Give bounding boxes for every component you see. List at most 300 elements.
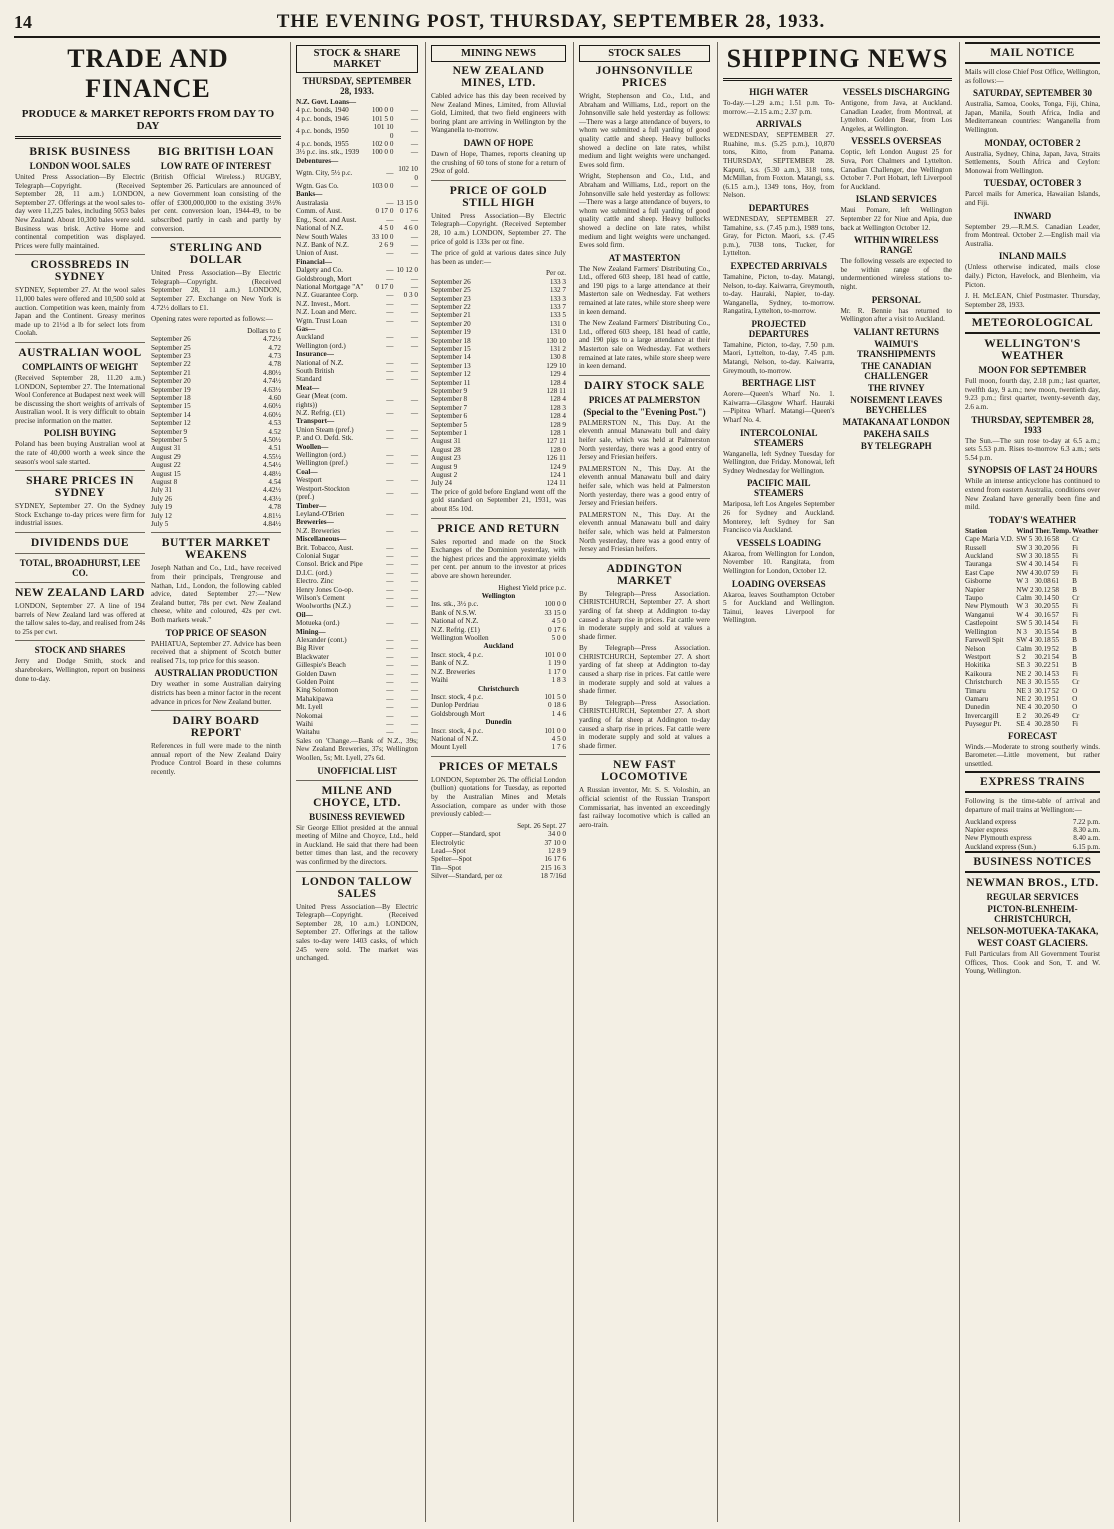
weather-wind: W 3 [1016,602,1029,611]
metal-price: 12 8 9 [548,846,566,855]
headline: AUSTRALIAN WOOL [18,346,142,359]
weather-barometer: 30.15 [1034,678,1051,687]
share-buyers: — [386,543,394,552]
yield-price: 1 7 6 [551,743,566,752]
article-text: PALMERSTON N., This Day. At the eleventh annual Manawatu bull and dairy heifer sale, which was held at Palmerston North yesterday, there was a good entry of Jersey and Friesian heifers. [579,510,710,554]
yield-price: 100 0 0 [544,600,566,609]
weather-wind: E 2 [1016,711,1027,720]
share-buyers: — [386,169,394,178]
share-sellers: — [410,434,418,443]
share-row [296,560,418,568]
share-name: Waihi [296,720,313,729]
share-sellers: — [410,568,418,577]
gold-row [431,379,566,387]
weather-wind: S 2 [1016,652,1026,661]
share-row [296,140,418,148]
weather-wind: NE 2 [1016,694,1032,703]
column-stock-share-market [290,42,423,1522]
share-name: Gillespie's Beach [296,661,346,670]
headline: TODAY'S WEATHER [988,514,1077,525]
share-sellers: — [410,694,418,703]
article-text: Opening rates were reported as follows:— [151,315,273,324]
headline: BRISK BUSINESS [29,146,131,158]
column-trade-finance [10,42,286,1522]
subheadline: LONDON WOOL SALES [29,161,131,171]
weather-station: East Cape [965,568,994,577]
yield-row [431,617,566,625]
share-buyers: — [386,711,394,720]
weather-header-row [965,527,1100,535]
train-name: Auckland express [965,817,1017,826]
weather-wind: NE 2 [1016,669,1032,678]
headline: NEW ZEALAND MINES, LTD. [452,65,545,89]
rate-row [151,402,281,410]
weather-row [965,678,1100,686]
share-buyers: — [386,686,394,695]
column-mining-news [425,42,571,1522]
weather-row [965,569,1100,577]
gold-date: September 13 [431,361,471,370]
gold-row [431,337,566,345]
rate-row [151,520,281,528]
share-buyers: — [386,669,394,678]
weather-wind: NW 4 [1016,568,1034,577]
share-section-name: Miscellaneous— [296,535,347,544]
subheadline: LOW RATE OF INTEREST [160,161,272,171]
weather-row [965,661,1100,669]
weather-wind: SE 4 [1016,720,1031,729]
weather-wind: SW 4 [1016,636,1033,645]
share-sellers: — [410,367,418,375]
share-row [296,115,418,123]
share-name: N.Z. Loan and Merc. [296,308,357,317]
headline: DIVIDENDS DUE [30,537,130,550]
rate-date: July 19 [151,503,172,512]
article-text: Winds.—Moderate to strong southerly winds. Barometer.—Little movement, but rather unsettled. [965,742,1100,768]
rate-row [151,360,281,368]
rate-value: 4.50½ [263,436,281,444]
gold-date: September 25 [431,286,471,295]
article-text: Sir George Elliot presided at the annual meeting of Milne and Choyce, Ltd., held in Auckland. He said that there had been better times than last, and the recovery was confirmed by the directors. [296,823,418,867]
yield-name: N.Z. Refrig. (£1) [431,625,480,634]
share-name: Wellington (ord.) [296,341,346,350]
headline: PRICE OF GOLD STILL HIGH [449,184,548,209]
weather-row [965,703,1100,711]
headline: AT MASTERTON [608,252,681,263]
yield-price: 1 8 3 [551,676,566,685]
yield-price: 101 5 0 [544,692,566,701]
weather-condition: Fi [1072,560,1079,569]
share-name: N.Z. Bank of N.Z. [296,240,349,249]
weather-condition: O [1072,703,1078,712]
headline: PRICE AND RETURN [437,522,560,535]
weather-wind: Calm [1016,594,1032,603]
share-name: Golden Point [296,678,335,687]
rate-value: 4.80½ [263,368,281,377]
headline: EXPECTED ARRIVALS [730,260,828,271]
weather-wind: SE 3 [1016,661,1031,670]
rate-value: 4.53 [268,419,281,428]
trade-right-subcolumn [151,143,281,780]
headline: DEPARTURES [748,202,809,213]
yield-group-row [431,592,566,600]
article-text: Maui Pomare, left Wellington September 22 for Niue and Apia, due back at Wellington October 12. [840,206,952,232]
rate-value: 4.63½ [263,385,281,394]
share-row [296,661,418,669]
article-text: September 29.—R.M.S. Canadian Leader, from Montreal. October 2.—English mail via Australia. [965,222,1100,248]
rate-value: 4.73 [268,351,281,360]
share-sellers: — [410,409,418,418]
weather-station: New Plymouth [965,602,1009,611]
rate-value: 4.52 [268,427,281,436]
subheadline: BUSINESS REVIEWED [309,811,405,822]
page-number: 14 [14,11,32,32]
article-text: Mails will close Chief Post Office, Wellington, as follows:— [965,68,1100,85]
share-buyers: — [386,636,394,644]
weather-wind: N 3 [1016,627,1027,636]
share-sellers: — [410,711,418,720]
share-buyers: — [386,451,394,460]
share-buyers: 0 17 0 [375,207,394,216]
headline: LONDON TALLOW SALES [301,875,413,900]
share-name: 3½ p.c. ins. stk., 1939 [296,148,360,157]
weather-condition: B [1072,627,1077,636]
share-sellers: — [410,232,418,241]
weather-barometer: 30.15 [1034,627,1051,636]
weather-condition: B [1072,585,1077,594]
share-buyers: — [386,333,394,342]
share-name: Comm. of Aust. [296,207,342,216]
masthead [14,8,1100,38]
weather-row [965,611,1100,619]
rate-value: 4.60½ [263,410,281,419]
share-row [296,241,418,249]
share-row [296,308,418,316]
share-name: 4 p.c. bonds, 1955 [296,140,349,149]
headline: HIGH WATER [749,87,809,97]
gold-price: 129 10 [546,361,566,370]
article-text: The price of gold at various dates since July has been as under:— [431,249,566,266]
gold-date: August 9 [431,462,458,471]
headline: VESSELS DISCHARGING [842,87,950,97]
weather-barometer: 30.16 [1034,610,1051,619]
share-section-name: Oil— [296,610,313,619]
article-text: Australia, Sydney, China, Japan, Java, Straits Settlements, South Africa and Ceylon: Monowai from Wellington. [965,149,1100,175]
share-sellers: — [410,106,418,115]
share-section-row [296,628,418,636]
share-name: Wilson's Cement [296,593,345,602]
share-row [296,249,418,257]
share-row [296,459,418,467]
weather-temp: 58 [1051,535,1060,544]
share-sellers: — [410,249,418,258]
article-text: (British Official Wireless.) RUGBY, September 26. Particulars are announced of a new Government loan consisting of the offer of £300,000,000 to the existing 3½% per cent. conversion loan, 1944-49, to be subscribed partly in cash and partly by conversion. [151,173,281,233]
share-name: Auckland [296,333,324,342]
rate-row [151,470,281,478]
gold-row [431,471,566,479]
yield-name: N.Z. Breweries [431,667,476,676]
weather-temp: 55 [1051,636,1060,645]
share-section-row [296,518,418,526]
stock-sales-title: STOCK SALES [579,45,710,62]
weather-barometer: 30.07 [1034,568,1051,577]
share-buyers: — [386,358,394,367]
weather-station: Cape Maria V.D. [965,535,1014,544]
gold-row [431,278,566,286]
metals-table [431,822,566,881]
share-section-row [296,98,418,106]
share-sellers: — [410,560,418,569]
article-text: The New Zealand Farmers' Distributing Co., Ltd., offered 603 sheep, 181 head of cattle, and 190 pigs to a large attendance at their Masterton sale on Wednesday. Fat wethers remained at late rates, while store sheep were in keen demand. [579,319,710,371]
share-buyers: 4 5 0 [379,224,394,233]
gold-price: 130 8 [549,353,566,362]
rate-value: 4.78 [268,360,281,369]
weather-barometer: 30.18 [1034,636,1051,645]
share-buyers: — [386,266,394,275]
rate-row [151,344,281,352]
share-name: Leyland-O'Brien [296,509,345,518]
weather-station: Kaikoura [965,669,992,678]
express-trains-title: EXPRESS TRAINS [965,771,1100,793]
headline: NEW ZEALAND LARD [15,587,145,600]
share-name: Dalgety and Co. [296,266,343,275]
share-sellers: 10 12 0 [396,266,418,275]
share-row [296,544,418,552]
headline: SYNOPSIS OF LAST 24 HOURS [967,465,1098,476]
masthead-title: THE EVENING POST, THURSDAY, SEPTEMBER 28, 1933. [276,11,826,32]
share-sellers: — [410,543,418,552]
rate-row [151,436,281,444]
gold-price: 128 0 [549,445,566,454]
share-row [296,216,418,224]
share-name: South British [296,367,335,375]
article-text: Joseph Nathan and Co., Ltd., have received from their principals, Trengrouse and Nathan, Ltd., London, the following cabled advice, dated September 27:—"New Zealand butter, 78s per cwt. New Zealand cheese, white and coloured, 42s per cwt. Both markets weak." [151,564,281,625]
article-text: Wright, Stephenson and Co., Ltd., and Abraham and Williams, Ltd., report on the Johnsonville sale held yesterday as follows:—There was a large attendance of buyers, to whom we submitted a full yarding of good quality cattle and sheep. Heavy bullocks showed a decline on late rates, whilst medium and light weights were unchanged. Ewes sold firm. [579,172,710,250]
share-sellers: — [410,459,418,468]
share-row [296,275,418,283]
subheadline: (Special to the "Evening Post.") [583,406,706,417]
article-text: PALMERSTON N., This Day. At the eleventh annual Manawatu bull and dairy heifer sale, which was held at Palmerston North yesterday, there was a good entry of Jersey and Friesian heifers. [579,418,710,462]
yield-row [431,676,566,684]
headline: STERLING AND DOLLAR [169,242,263,267]
headline: UNOFFICIAL LIST [317,765,397,776]
share-name: Woolworths (N.Z.) [296,602,351,611]
share-row [296,342,418,350]
weather-row [965,544,1100,552]
share-buyers: — [386,585,394,594]
gold-date: September 12 [431,370,471,379]
article-text: United Press Association—By Electric Telegraph—Copyright. (Received September 28, 10 a.m.) LONDON, September 27. The price of gold is 133s per oz fine. [431,211,566,246]
share-name: 4 p.c. bonds, 1950 [296,127,349,136]
gold-date: September 19 [431,328,471,337]
share-section-row [296,443,418,451]
stock-market-title: STOCK & SHARE MARKET [296,45,418,73]
article-text: LONDON, September 27. A line of 194 barrels of New Zealand lard was offered at the tallow sales to-day, and realised from 24s to 25s per cwt. [15,602,145,636]
share-sellers: — [410,282,418,291]
gold-date: September 15 [431,344,471,353]
rate-row [151,352,281,360]
share-section-name: Banks— [296,190,323,199]
weather-barometer: 30.26 [1034,711,1051,720]
article-text: SYDNEY, September 27. On the Sydney Stock Exchange to-day prices were firm for industrial issues. [15,502,145,528]
share-sellers: — [410,333,418,342]
weather-temp: 54 [1051,627,1060,636]
weather-condition: Fi [1072,610,1079,619]
share-buyers: 33 10 0 [371,232,394,241]
share-sellers: — [410,593,418,602]
share-name: Electro. Zinc [296,577,334,586]
share-row [296,602,418,610]
rate-row [151,369,281,377]
article-text: LONDON, September 26. The official London (bullion) quotations for Tuesday, as reported by the Australian Mines and Metals Association, compare as under with those previously cabled:— [431,775,566,819]
yield-name: Inscr. stock, 4 p.c. [431,726,484,735]
weather-station: Auckland [965,552,993,561]
gold-date: September 8 [431,395,468,404]
shipping-left-subcolumn [723,85,835,628]
headline: AUSTRALIAN PRODUCTION [154,668,278,679]
weather-temp: 54 [1051,652,1060,661]
gold-date: July 24 [431,479,452,488]
article-text: Antigone, from Java, at Auckland. Canadian Leader, from Montreal, at Lyttelton. Golden Bear, from Los Angeles, at Wellington. [840,99,952,133]
weather-temp: 50 [1051,720,1060,729]
weather-station: Timaru [965,686,986,695]
article-text: By Telegraph—Press Association. CHRISTCHURCH, September 27. A short yarding of fat sheep at Addington to-day caused a sharp rise in prices. Fat cattle were in moderate supply and sold at values a shade firmer. [579,589,710,641]
share-buyers: — [386,593,394,602]
stock-market-date: THURSDAY, SEPTEMBER 28, 1933. [302,76,412,96]
shipping-right-subcolumn [841,85,953,628]
weather-barometer: 30.14 [1034,560,1051,569]
train-time: 8.40 a.m. [1073,834,1100,843]
weather-temp: 58 [1051,585,1060,594]
share-row [296,510,418,518]
weather-row [965,552,1100,560]
headline: ARRIVALS [755,119,802,130]
share-buyers: — [386,459,394,468]
headline: MATAKANA AT LONDON [842,416,950,427]
share-sellers: — [410,602,418,611]
headline: THE CANADIAN CHALLENGER [861,360,932,381]
weather-row [965,645,1100,653]
share-sellers: — [410,182,418,191]
gold-price: 133 5 [549,311,566,320]
gold-row [431,362,566,370]
gold-row [431,454,566,462]
share-sellers: 0 17 6 [400,207,418,216]
share-name: D.I.C. (ord.) [296,568,332,577]
article-text: SYDNEY, September 27. At the wool sales 11,000 bales were offered and 10,500 sold at auction. Competition was keen, mainly from Japan and the Continent. Greasy merinos made up to 21½d a lb for select lots from Coolah. [15,286,145,338]
rate-value: 4.72 [268,343,281,352]
gold-price: 131 0 [549,328,566,337]
gold-row [431,446,566,454]
share-row [296,106,418,114]
weather-barometer: 30.22 [1034,661,1051,670]
yield-name: Ins. stk., 3½ p.c. [431,600,479,609]
gold-row [431,353,566,361]
gold-price: 131 0 [549,319,566,328]
gold-price: 133 3 [549,277,566,286]
gold-date: September 9 [431,387,468,395]
share-row [296,527,418,535]
article-text: Sales on 'Change.—Bank of N.Z., 39s; New Zealand Breweries, 37s; Wellington Woollen, 5s; Mt. Lyell, 27s 6d. [296,736,418,763]
share-section-name: Breweries— [296,518,334,527]
weather-header-cell: Weather [1072,526,1099,535]
yield-price: 33 15 0 [544,608,566,617]
share-row [296,409,418,417]
rate-date: September 12 [151,419,191,428]
share-buyers: — [386,577,394,586]
share-row [296,165,418,182]
share-buyers: 101 10 0 [373,123,394,140]
weather-temp: 51 [1051,694,1060,703]
weather-temp: 59 [1051,568,1060,577]
share-section-row [296,468,418,476]
weather-wind: NW 2 [1016,585,1034,594]
gold-price: 128 4 [549,378,566,387]
article-text: PALMERSTON N., This Day. At the eleventh annual Manawatu bull and dairy heifer sale, which was held at Palmerston North yesterday, there was a good entry of Jersey and Friesian heifers. [579,464,710,508]
advert-line: REGULAR SERVICES [986,892,1079,903]
share-row [296,644,418,652]
headline: BERTHAGE LIST [742,378,816,389]
gold-price: 130 10 [546,336,566,345]
weather-barometer: 30.19 [1034,694,1051,703]
share-buyers: 102 0 0 [371,140,394,149]
rate-date: September 22 [151,360,191,369]
yield-group-name: Dunedin [485,718,512,727]
share-sellers: — [410,425,418,434]
weather-row [965,560,1100,568]
train-row [965,826,1100,834]
weather-row [965,687,1100,695]
gold-date: September 14 [431,353,471,362]
share-section-row [296,258,418,266]
share-sellers: — [410,375,418,384]
share-sellers: — [410,274,418,283]
weather-station: Wanganui [965,610,994,619]
article-text: Mr. R. Bennie has returned to Wellington after a visit to Auckland. [840,306,952,324]
gold-row [431,463,566,471]
rate-value: 4.60 [268,393,281,402]
rate-value: 4.78 [268,503,281,512]
rate-value: 4.74½ [263,377,281,386]
share-sellers: — [410,114,418,123]
share-row [296,266,418,274]
advert-company: NEWMAN BROS., LTD. [966,877,1099,890]
yield-name: Goldsbrough Mort [431,709,485,718]
headline: BUTTER MARKET WEAKENS [161,537,271,562]
share-row [296,392,418,409]
share-section-row [296,417,418,425]
share-buyers: — [386,728,394,737]
gold-price: 126 11 [546,454,566,463]
share-sellers: — [410,661,418,670]
headline: TOP PRICE OF SEASON [165,627,267,638]
article-text: WEDNESDAY, SEPTEMBER 27. Ruahine, m.s. (5.25 p.m.), 10,870 tons, Kitto, from Panama. THURSDAY, SEPTEMBER 28. Kapuni, s.s. (5.30 a.m.), 318 tons, McMillan, from Foxton. Matangi, s.s. (6.15 a.m.), 1349 tons, Hoy, from Nelson. [723,131,835,200]
share-row [296,728,418,736]
article-text: Cabled advice has this day been received by New Zealand Mines, Limited, from Alluvial Gold, Limited, that two field engineers with boring plant are arriving in Wellington by the Wanganella to-morrow. [431,92,566,135]
share-section-name: Mining— [296,627,326,636]
share-row [296,476,418,484]
share-buyers: — [386,409,394,418]
share-name: N.Z. Invest., Mort. [296,299,351,308]
metal-price: 16 17 6 [544,855,566,864]
article-text: Coptic, left London August 25 for Suva, Port Chalmers and Lyttelton. Canadian Challenger, due Wellington October 7. Port Hobart, left Liverpool for Auckland. [840,148,952,191]
article-text: A Russian inventor, Mr. S. S. Voloshin, an official scientist of the Russian Transport Commissariat, has invented an exceedingly fast railway locomotive which is called an aero-train. [579,786,710,829]
weather-barometer: 30.18 [1034,552,1051,561]
weather-header-cell: Ther. [1034,526,1051,535]
share-sellers: — [410,299,418,308]
weather-condition: Fi [1072,602,1079,611]
yield-row [431,659,566,667]
